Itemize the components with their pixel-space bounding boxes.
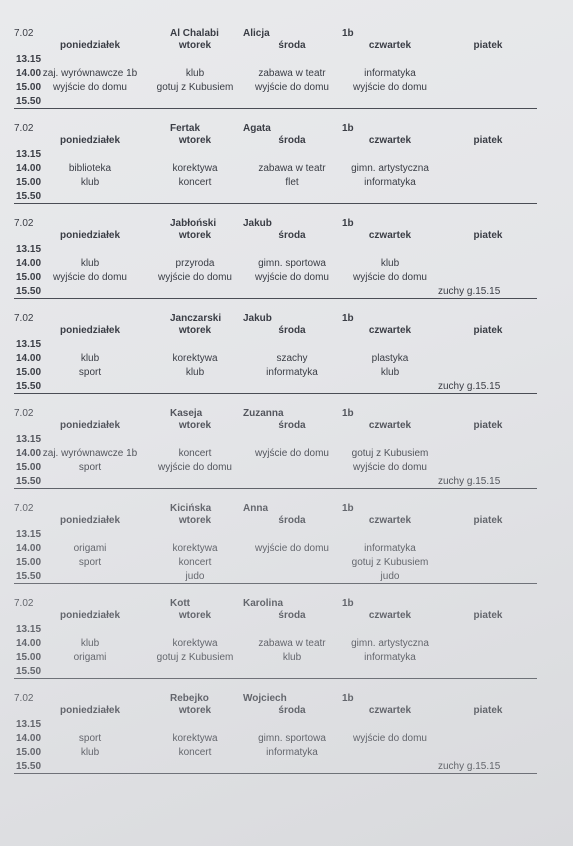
time-label: 13.15 [16, 529, 42, 540]
separator-line [14, 108, 537, 109]
student-surname: Rebejko [170, 693, 209, 704]
weekday-header: środa [278, 705, 306, 716]
time-label: 15.50 [16, 286, 42, 297]
activity-cell: origami [73, 652, 107, 663]
time-label: 14.00 [16, 543, 42, 554]
weekday-header: środa [278, 515, 306, 526]
weekday-header: czwartek [368, 515, 412, 526]
time-label: 15.50 [16, 96, 42, 107]
activity-cell: gotuj z Kubusiem [351, 448, 429, 459]
activity-cell: sport [78, 367, 102, 378]
activity-cell: zabawa w teatr [258, 68, 326, 79]
weekday-header: czwartek [368, 325, 412, 336]
time-label: 15.00 [16, 272, 42, 283]
weekday-header: wtorek [178, 515, 212, 526]
activity-cell: korektywa [172, 543, 218, 554]
weekday-header: wtorek [178, 230, 212, 241]
activity-cell: koncert [178, 177, 212, 188]
activity-cell: gimn. artystyczna [351, 638, 429, 649]
class-label: 1b [342, 693, 354, 704]
activity-cell: sport [78, 462, 102, 473]
weekday-header: poniedziałek [59, 705, 121, 716]
activity-cell: wyjście do domu [353, 82, 427, 93]
student-firstname: Anna [243, 503, 268, 514]
activity-cell: gotuj z Kubusiem [156, 82, 234, 93]
activity-cell: informatyka [364, 652, 416, 663]
activity-cell: wyjście do domu [158, 272, 232, 283]
time-label: 14.00 [16, 68, 42, 79]
date: 7.02 [14, 598, 34, 609]
time-label: 13.15 [16, 339, 42, 350]
activity-cell: zaj. wyrównawcze 1b [42, 448, 138, 459]
note-label: zuchy g.15.15 [438, 381, 501, 392]
weekday-header: poniedziałek [59, 230, 121, 241]
activity-cell: biblioteka [68, 163, 112, 174]
student-surname: Al Chalabi [170, 28, 219, 39]
activity-cell: klub [80, 638, 100, 649]
separator-line [14, 773, 537, 774]
time-label: 14.00 [16, 353, 42, 364]
date: 7.02 [14, 503, 34, 514]
class-label: 1b [342, 313, 354, 324]
student-block [0, 594, 573, 690]
activity-cell: gotuj z Kubusiem [351, 557, 429, 568]
time-label: 15.50 [16, 381, 42, 392]
separator-line [14, 393, 537, 394]
activity-cell: koncert [178, 557, 212, 568]
student-block [0, 24, 573, 120]
weekday-header: czwartek [368, 230, 412, 241]
activity-cell: gotuj z Kubusiem [156, 652, 234, 663]
activity-cell: informatyka [364, 68, 416, 79]
note-label: zuchy g.15.15 [438, 286, 501, 297]
activity-cell: przyroda [175, 258, 215, 269]
note-label: zuchy g.15.15 [438, 761, 501, 772]
student-surname: Kicińska [170, 503, 212, 514]
student-firstname: Jakub [243, 218, 272, 229]
date: 7.02 [14, 313, 34, 324]
activity-cell: wyjście do domu [353, 272, 427, 283]
class-label: 1b [342, 28, 354, 39]
student-firstname: Agata [243, 123, 271, 134]
time-label: 15.00 [16, 177, 42, 188]
time-label: 14.00 [16, 733, 42, 744]
weekday-header: wtorek [178, 420, 212, 431]
time-label: 15.00 [16, 557, 42, 568]
activity-cell: wyjście do domu [255, 448, 329, 459]
weekday-header: poniedziałek [59, 135, 121, 146]
activity-cell: wyjście do domu [255, 272, 329, 283]
student-surname: Fertak [170, 123, 201, 134]
weekday-header: piatek [473, 610, 503, 621]
separator-line [14, 203, 537, 204]
date: 7.02 [14, 28, 34, 39]
weekday-header: wtorek [178, 325, 212, 336]
student-firstname: Zuzanna [243, 408, 284, 419]
student-block [0, 404, 573, 500]
activity-cell: zabawa w teatr [258, 163, 326, 174]
activity-cell: klub [80, 353, 100, 364]
time-label: 15.00 [16, 652, 42, 663]
weekday-header: piatek [473, 40, 503, 51]
time-label: 14.00 [16, 163, 42, 174]
weekday-header: piatek [473, 705, 503, 716]
student-surname: Kott [170, 598, 190, 609]
activity-cell: judo [380, 571, 400, 582]
weekday-header: wtorek [178, 610, 212, 621]
date: 7.02 [14, 693, 34, 704]
weekday-header: poniedziałek [59, 420, 121, 431]
class-label: 1b [342, 503, 354, 514]
activity-cell: klub [80, 747, 100, 758]
weekday-header: poniedziałek [59, 40, 121, 51]
student-firstname: Jakub [243, 313, 272, 324]
activity-cell: informatyka [364, 543, 416, 554]
student-block [0, 214, 573, 310]
activity-cell: wyjście do domu [353, 733, 427, 744]
time-label: 15.50 [16, 571, 42, 582]
student-block [0, 499, 573, 595]
activity-cell: plastyka [371, 353, 409, 364]
time-label: 13.15 [16, 719, 42, 730]
activity-cell: wyjście do domu [255, 543, 329, 554]
activity-cell: zabawa w teatr [258, 638, 326, 649]
activity-cell: wyjście do domu [53, 272, 127, 283]
time-label: 15.00 [16, 747, 42, 758]
separator-line [14, 298, 537, 299]
time-label: 14.00 [16, 258, 42, 269]
time-label: 15.00 [16, 82, 42, 93]
weekday-header: wtorek [178, 135, 212, 146]
weekday-header: piatek [473, 420, 503, 431]
activity-cell: wyjście do domu [53, 82, 127, 93]
activity-cell: korektywa [172, 163, 218, 174]
activity-cell: klub [185, 367, 205, 378]
student-surname: Janczarski [170, 313, 222, 324]
time-label: 15.50 [16, 761, 42, 772]
class-label: 1b [342, 218, 354, 229]
student-firstname: Wojciech [243, 693, 287, 704]
activity-cell: koncert [178, 448, 212, 459]
separator-line [14, 488, 537, 489]
activity-cell: wyjście do domu [255, 82, 329, 93]
weekday-header: piatek [473, 230, 503, 241]
time-label: 15.50 [16, 476, 42, 487]
note-label: zuchy g.15.15 [438, 476, 501, 487]
activity-cell: szachy [276, 353, 308, 364]
activity-cell: korektywa [172, 353, 218, 364]
weekday-header: środa [278, 40, 306, 51]
activity-cell: zaj. wyrównawcze 1b [42, 68, 138, 79]
weekday-header: środa [278, 135, 306, 146]
activity-cell: klub [185, 68, 205, 79]
student-block [0, 309, 573, 405]
weekday-header: piatek [473, 515, 503, 526]
activity-cell: klub [380, 258, 400, 269]
separator-line [14, 583, 537, 584]
activity-cell: klub [282, 652, 302, 663]
activity-cell: sport [78, 733, 102, 744]
activity-cell: korektywa [172, 638, 218, 649]
time-label: 14.00 [16, 638, 42, 649]
weekday-header: środa [278, 325, 306, 336]
time-label: 13.15 [16, 244, 42, 255]
weekday-header: wtorek [178, 40, 212, 51]
time-label: 15.00 [16, 367, 42, 378]
weekday-header: piatek [473, 135, 503, 146]
activity-cell: wyjście do domu [353, 462, 427, 473]
date: 7.02 [14, 123, 34, 134]
time-label: 15.50 [16, 191, 42, 202]
weekday-header: czwartek [368, 135, 412, 146]
time-label: 13.15 [16, 624, 42, 635]
student-surname: Jabłoński [170, 218, 217, 229]
time-label: 13.15 [16, 54, 42, 65]
weekday-header: czwartek [368, 610, 412, 621]
activity-cell: gimn. sportowa [258, 258, 326, 269]
time-label: 15.50 [16, 666, 42, 677]
activity-cell: koncert [178, 747, 212, 758]
date: 7.02 [14, 408, 34, 419]
weekday-header: poniedziałek [59, 515, 121, 526]
weekday-header: poniedziałek [59, 325, 121, 336]
class-label: 1b [342, 408, 354, 419]
student-block [0, 689, 573, 785]
weekday-header: wtorek [178, 705, 212, 716]
activity-cell: judo [185, 571, 205, 582]
student-firstname: Karolina [243, 598, 284, 609]
weekday-header: środa [278, 420, 306, 431]
student-surname: Kaseja [170, 408, 203, 419]
weekday-header: środa [278, 610, 306, 621]
time-label: 13.15 [16, 149, 42, 160]
activity-cell: korektywa [172, 733, 218, 744]
activity-cell: klub [380, 367, 400, 378]
weekday-header: środa [278, 230, 306, 241]
activity-cell: sport [78, 557, 102, 568]
student-block [0, 119, 573, 215]
activity-cell: klub [80, 177, 100, 188]
separator-line [14, 678, 537, 679]
activity-cell: klub [80, 258, 100, 269]
time-label: 15.00 [16, 462, 42, 473]
class-label: 1b [342, 123, 354, 134]
date: 7.02 [14, 218, 34, 229]
class-label: 1b [342, 598, 354, 609]
weekday-header: poniedziałek [59, 610, 121, 621]
activity-cell: flet [285, 177, 299, 188]
weekday-header: czwartek [368, 420, 412, 431]
activity-cell: origami [73, 543, 107, 554]
time-label: 14.00 [16, 448, 42, 459]
weekday-header: czwartek [368, 705, 412, 716]
time-label: 13.15 [16, 434, 42, 445]
activity-cell: wyjście do domu [158, 462, 232, 473]
activity-cell: informatyka [266, 367, 318, 378]
activity-cell: informatyka [266, 747, 318, 758]
activity-cell: gimn. artystyczna [351, 163, 429, 174]
student-firstname: Alicja [243, 28, 270, 39]
activity-cell: informatyka [364, 177, 416, 188]
weekday-header: czwartek [368, 40, 412, 51]
activity-cell: gimn. sportowa [258, 733, 326, 744]
weekday-header: piatek [473, 325, 503, 336]
